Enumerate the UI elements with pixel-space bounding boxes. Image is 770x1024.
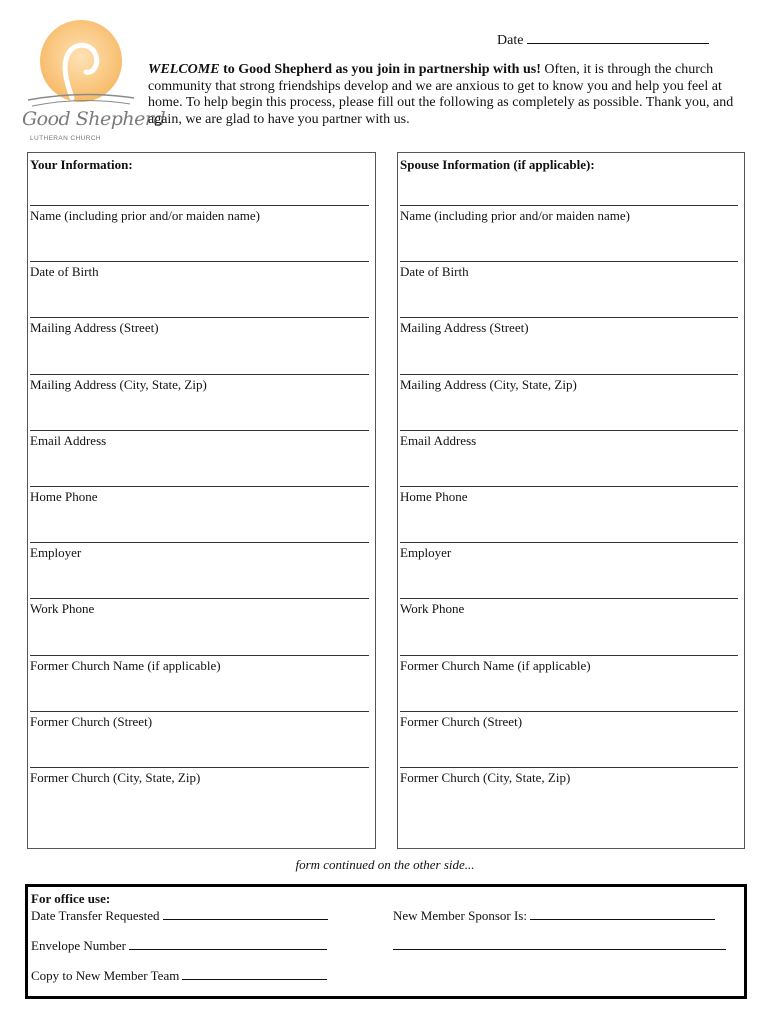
field-input-line[interactable] bbox=[30, 205, 369, 206]
sponsor-label: New Member Sponsor Is: bbox=[393, 908, 527, 923]
form-field bbox=[30, 598, 369, 628]
form-field bbox=[30, 374, 369, 404]
form-field bbox=[30, 317, 369, 347]
form-field bbox=[400, 711, 738, 741]
form-field bbox=[400, 430, 738, 460]
field-input-line[interactable] bbox=[400, 317, 738, 318]
field-label: Work Phone bbox=[400, 601, 465, 617]
church-logo bbox=[22, 20, 166, 150]
field-input-line[interactable] bbox=[30, 261, 369, 262]
field-input-line[interactable] bbox=[30, 767, 369, 768]
field-label: Date of Birth bbox=[30, 264, 99, 280]
form-field bbox=[400, 317, 738, 347]
field-label: Home Phone bbox=[30, 489, 98, 504]
your-information-title: Your Information: bbox=[30, 157, 133, 172]
shepherd-crook-icon bbox=[22, 20, 166, 150]
field-label: Date of Birth bbox=[400, 264, 469, 280]
date-field bbox=[497, 30, 709, 49]
form-field bbox=[30, 655, 369, 685]
envelope-number-label: Envelope Number bbox=[31, 938, 126, 953]
field-input-line[interactable] bbox=[30, 598, 369, 599]
field-label: Name (including prior and/or maiden name) bbox=[30, 208, 260, 223]
field-input-line[interactable] bbox=[400, 205, 738, 206]
form-field bbox=[400, 374, 738, 404]
spouse-information-title: Spouse Information (if applicable): bbox=[400, 157, 595, 172]
form-field bbox=[400, 655, 738, 685]
copy-team-field bbox=[31, 967, 327, 984]
field-label: Work Phone bbox=[30, 601, 95, 617]
office-use-box bbox=[25, 884, 747, 999]
logo-subtitle: LUTHERAN CHURCH bbox=[30, 135, 102, 142]
form-field bbox=[400, 205, 738, 235]
form-field bbox=[400, 261, 738, 291]
form-field bbox=[400, 598, 738, 628]
sponsor-blank[interactable] bbox=[530, 907, 715, 920]
field-label: Mailing Address (City, State, Zip) bbox=[30, 376, 207, 392]
form-field bbox=[400, 767, 738, 797]
field-input-line[interactable] bbox=[400, 542, 738, 543]
date-transfer-field bbox=[31, 907, 328, 924]
field-label: Mailing Address (City, State, Zip) bbox=[400, 376, 577, 392]
field-input-line[interactable] bbox=[30, 542, 369, 543]
field-input-line[interactable] bbox=[400, 374, 738, 375]
field-input-line[interactable] bbox=[30, 655, 369, 656]
field-label: Name (including prior and/or maiden name) bbox=[400, 208, 630, 223]
field-input-line[interactable] bbox=[400, 711, 738, 712]
form-field bbox=[30, 542, 369, 572]
copy-team-label: Copy to New Member Team bbox=[31, 968, 180, 983]
date-transfer-blank[interactable] bbox=[163, 907, 328, 920]
field-input-line[interactable] bbox=[400, 655, 738, 656]
form-field bbox=[400, 542, 738, 572]
sponsor-second-line bbox=[393, 937, 726, 954]
sponsor-field bbox=[393, 907, 715, 924]
field-label: Employer bbox=[30, 545, 82, 561]
form-field bbox=[30, 261, 369, 291]
field-label: Former Church (Street) bbox=[400, 713, 523, 729]
field-input-line[interactable] bbox=[400, 430, 738, 431]
spouse-information-panel bbox=[397, 152, 745, 849]
field-input-line[interactable] bbox=[30, 317, 369, 318]
field-label: Former Church (City, State, Zip) bbox=[30, 770, 201, 785]
form-continued-note: form continued on the other side... bbox=[295, 857, 475, 872]
field-input-line[interactable] bbox=[400, 486, 738, 487]
welcome-lead: WELCOME bbox=[148, 62, 220, 77]
field-input-line[interactable] bbox=[400, 598, 738, 599]
field-input-line[interactable] bbox=[30, 486, 369, 487]
envelope-number-blank[interactable] bbox=[129, 937, 327, 950]
field-label: Employer bbox=[400, 545, 452, 561]
form-field bbox=[30, 711, 369, 741]
date-transfer-label: Date Transfer Requested bbox=[31, 908, 160, 923]
date-blank[interactable] bbox=[527, 30, 709, 44]
date-label: Date bbox=[497, 33, 524, 48]
welcome-lead-rest: to Good Shepherd as you join in partnership with us! bbox=[219, 62, 541, 77]
your-information-panel bbox=[27, 152, 376, 849]
welcome-body: Often, it is through the church community that strong friendships develop and we are anxious to get to know you and help you feel at home. To help begin this process, please fill out the following as completely as possible. Thank you, and again, we are glad to have you partner with us. bbox=[148, 62, 734, 127]
form-field bbox=[400, 486, 738, 516]
form-field bbox=[30, 767, 369, 797]
field-label: Email Address bbox=[400, 432, 477, 448]
field-input-line[interactable] bbox=[30, 430, 369, 431]
welcome-paragraph bbox=[148, 62, 738, 128]
field-label: Home Phone bbox=[400, 489, 468, 504]
copy-team-blank[interactable] bbox=[182, 967, 327, 980]
field-input-line[interactable] bbox=[400, 767, 738, 768]
form-field bbox=[30, 430, 369, 460]
envelope-number-field bbox=[31, 937, 327, 954]
field-label: Former Church Name (if applicable) bbox=[400, 657, 591, 673]
office-use-title: For office use: bbox=[31, 891, 111, 906]
form-field bbox=[30, 486, 369, 516]
field-label: Former Church Name (if applicable) bbox=[30, 657, 221, 673]
field-input-line[interactable] bbox=[30, 711, 369, 712]
field-input-line[interactable] bbox=[400, 261, 738, 262]
logo-wordmark: Good Shepherd bbox=[22, 108, 166, 130]
field-label: Mailing Address (Street) bbox=[400, 320, 529, 336]
field-label: Email Address bbox=[30, 432, 107, 448]
field-label: Mailing Address (Street) bbox=[30, 320, 159, 336]
field-label: Former Church (City, State, Zip) bbox=[400, 770, 571, 785]
form-field bbox=[30, 205, 369, 235]
sponsor-second-blank[interactable] bbox=[393, 937, 726, 950]
field-input-line[interactable] bbox=[30, 374, 369, 375]
field-label: Former Church (Street) bbox=[30, 713, 153, 729]
